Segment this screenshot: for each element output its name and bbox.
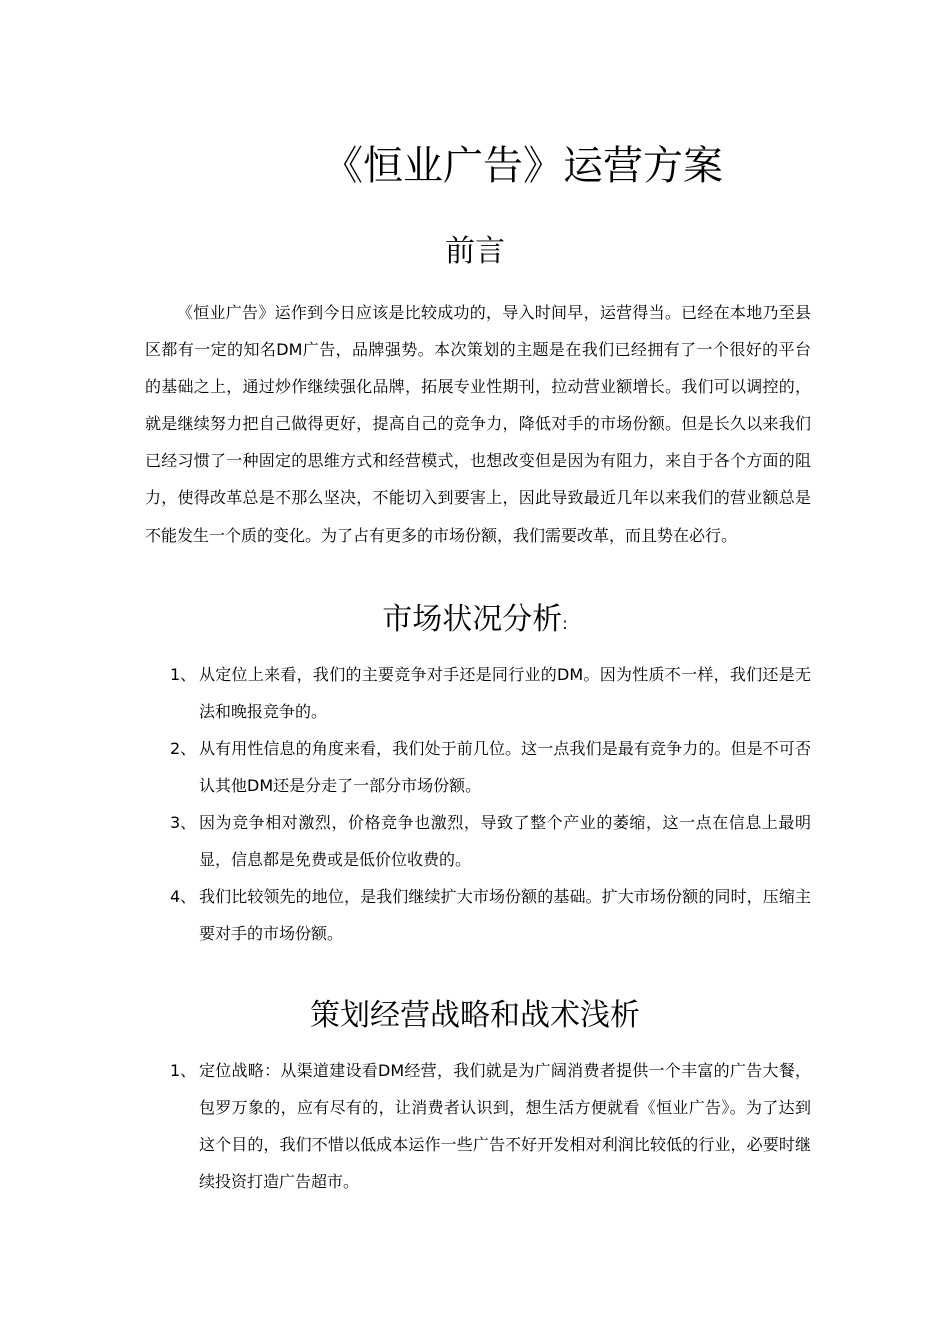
list-item-number: 2、 [170,739,197,758]
list-item-text: 从有用性信息的角度来看，我们处于前几位。这一点我们是最有竞争力的。但是不可否认其他DM还是分走了一部分市场份额。 [199,739,811,795]
preface-paragraph: 《恒业广告》运作到今日应该是比较成功的，导入时间早，运营得当。已经在本地乃至县区都有一定的知名DM广告，品牌强势。本次策划的主题是在我们已经拥有了一个很好的平台的基础之上，通过炒作继续强化品牌，拓展专业性期刊，拉动营业额增长。我们可以调控的，就是继续努力把自己做得更好，提高自己的竞争力，降低对手的市场份额。但是长久以来我们已经习惯了一种固定的思维方式和经营模式，也想改变但是因为有阻力，来自于各个方面的阻力，使得改革总是不那么坚决，不能切入到要害上，因此导致最近几年以来我们的营业额总是不能发生一个质的变化。为了占有更多的市场份额，我们需要改革，而且势在必行。 [145,303,811,545]
list-item [170,1052,811,1200]
list-item-text: 从定位上来看，我们的主要竞争对手还是同行业的DM。因为性质不一样，我们还是无法和晚报竞争的。 [199,665,811,721]
market-heading [0,600,950,644]
list-item [170,730,811,804]
list-item-number: 1、 [170,1061,197,1080]
list-item-text: 定位战略：从渠道建设看DM经营，我们就是为广阔消费者提供一个丰富的广告大餐，包罗万象的，应有尽有的，让消费者认识到，想生活方便就看《恒业广告》。为了达到这个目的，我们不惜以低成本运作一些广告不好开发相对利润比较低的行业，必要时继续投资打造广告超市。 [199,1061,811,1191]
list-item-text: 我们比较领先的地位，是我们继续扩大市场份额的基础。扩大市场份额的同时，压缩主要对手的市场份额。 [199,887,811,943]
document-title: 《恒业广告》运营方案 [323,143,723,189]
list-item [170,804,811,878]
list-item-number: 4、 [170,887,197,906]
list-item-text: 因为竞争相对激烈，价格竞争也激烈，导致了整个产业的萎缩，这一点在信息上最明显，信息都是免费或是低价位收费的。 [199,813,811,869]
list-item [170,656,811,730]
market-heading-colon: : [562,614,568,633]
preface-heading: 前言 [445,234,505,269]
list-item-number: 1、 [170,665,197,684]
market-analysis-list [170,656,811,952]
market-heading-text: 市场状况分析 [382,602,563,637]
strategy-list [170,1052,811,1200]
strategy-heading: 策划经营战略和战术浅析 [310,998,640,1033]
list-item [170,878,811,952]
list-item-number: 3、 [170,813,197,832]
